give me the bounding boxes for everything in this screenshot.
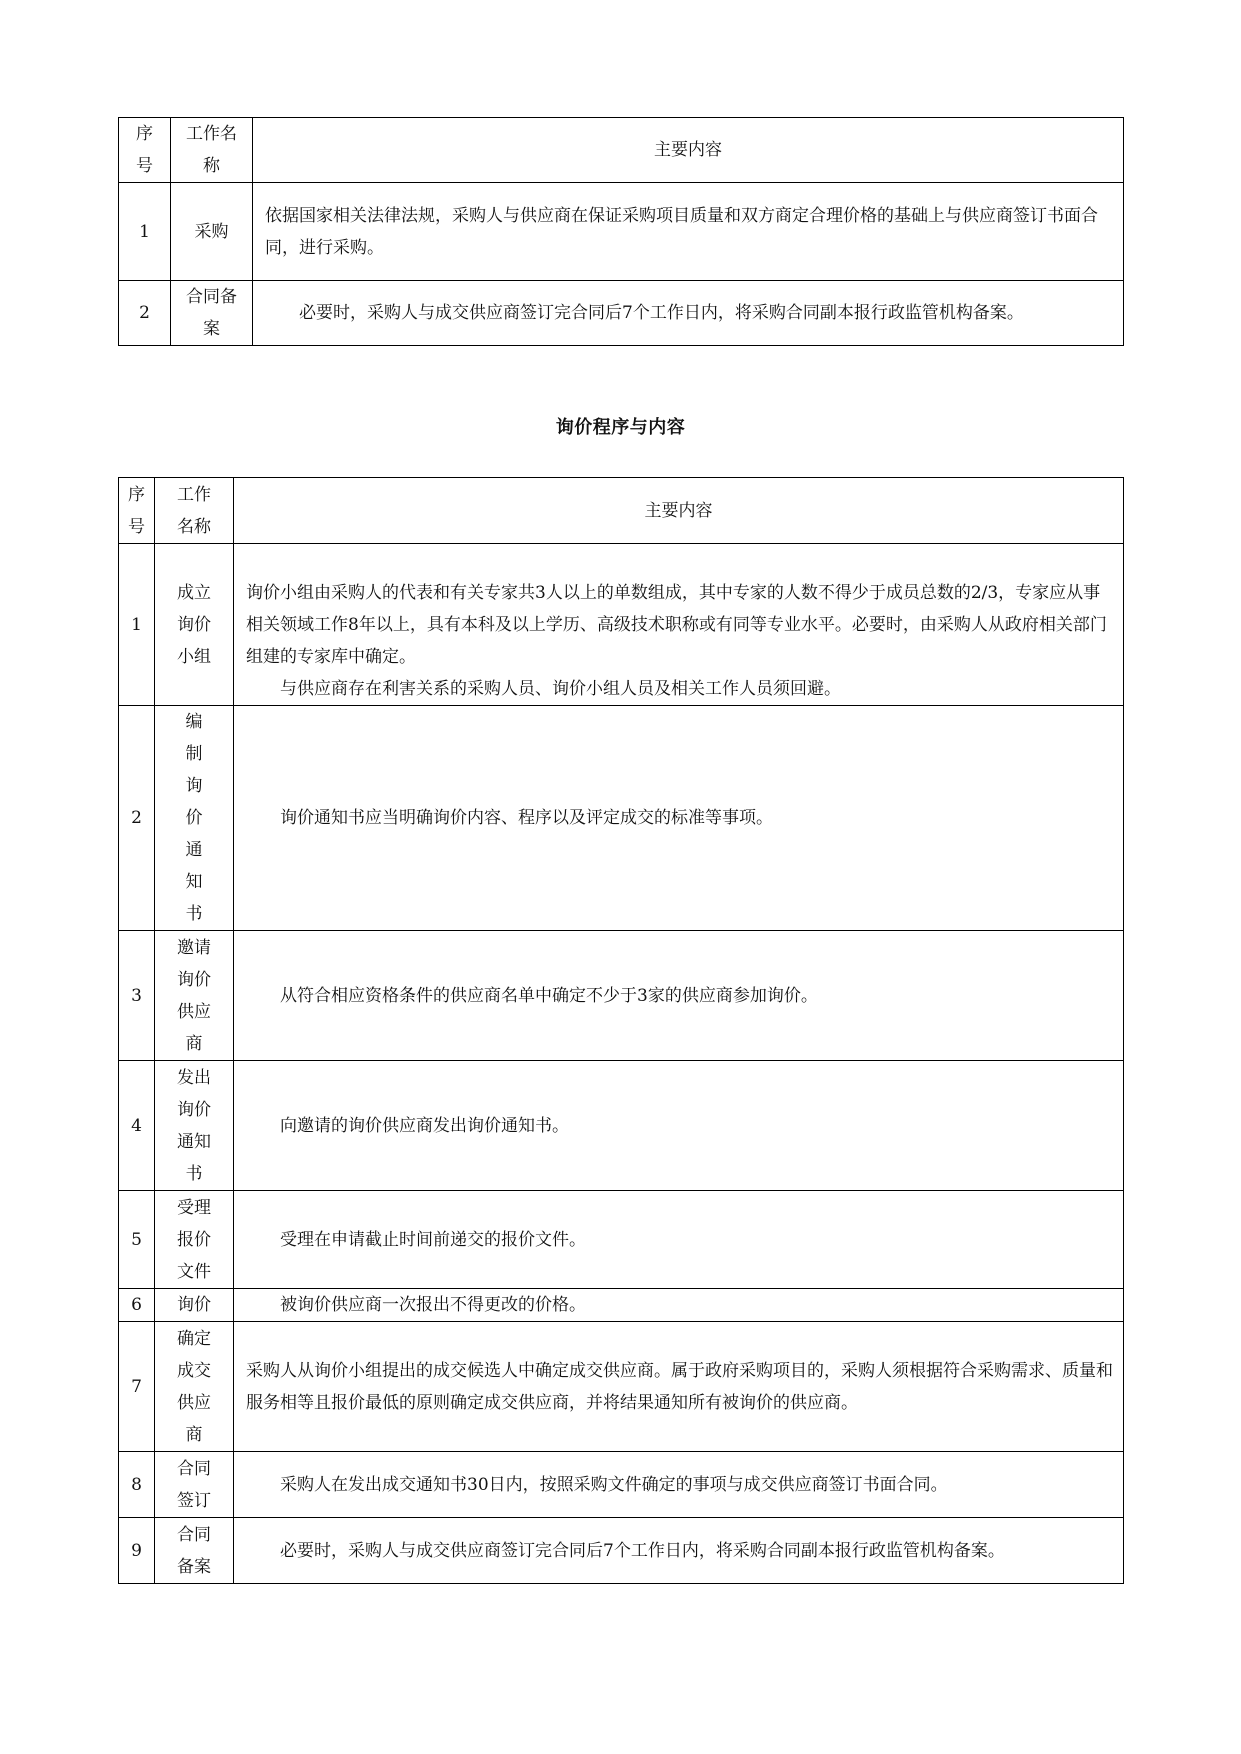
header-name: 工作名称 [171, 118, 253, 183]
inquiry-procedure-table [118, 477, 1124, 1584]
row-name: 成立询价小组 [155, 544, 234, 706]
row-no: 3 [119, 931, 155, 1061]
row-content: 采购人从询价小组提出的成交候选人中确定成交供应商。属于政府采购项目的，采购人须根据符合采购需求、质量和服务相等且报价最低的原则确定成交供应商，并将结果通知所有被询价的供应商。 [234, 1322, 1124, 1452]
row-no: 8 [119, 1452, 155, 1518]
table-row [119, 281, 1124, 346]
table-row [119, 1518, 1124, 1584]
row-content: 受理在申请截止时间前递交的报价文件。 [234, 1191, 1124, 1289]
row-name: 采购 [171, 183, 253, 281]
header-no: 序号 [119, 118, 171, 183]
row-name: 邀请询价供应商 [155, 931, 234, 1061]
row-name: 编制询价通知书 [155, 706, 234, 931]
table-row [119, 544, 1124, 706]
row-name: 合同备案 [155, 1518, 234, 1584]
row-content: 必要时，采购人与成交供应商签订完合同后7个工作日内，将采购合同副本报行政监管机构备案。 [253, 281, 1124, 346]
row-no: 2 [119, 281, 171, 346]
table-header-row [119, 478, 1124, 544]
row-content: 被询价供应商一次报出不得更改的价格。 [234, 1289, 1124, 1322]
row-no: 1 [119, 183, 171, 281]
row-no: 1 [119, 544, 155, 706]
header-content: 主要内容 [234, 478, 1124, 544]
table-row [119, 1289, 1124, 1322]
row-name: 确定成交供应商 [155, 1322, 234, 1452]
row-content: 从符合相应资格条件的供应商名单中确定不少于3家的供应商参加询价。 [234, 931, 1124, 1061]
header-content: 主要内容 [253, 118, 1124, 183]
row-content: 采购人在发出成交通知书30日内，按照采购文件确定的事项与成交供应商签订书面合同。 [234, 1452, 1124, 1518]
row-no: 4 [119, 1061, 155, 1191]
row-name: 发出询价通知书 [155, 1061, 234, 1191]
row-name: 受理报价文件 [155, 1191, 234, 1289]
row-content: 询价小组由采购人的代表和有关专家共3人以上的单数组成，其中专家的人数不得少于成员总数的2/3，专家应从事相关领域工作8年以上，具有本科及以上学历、高级技术职称或有同等专业水平。必要时，由采购人从政府相关部门组建的专家库中确定。 与供应商存在利害关系的采购人员、询价小组人员及相关工作人员须回避。 [234, 544, 1124, 706]
row-name: 合同签订 [155, 1452, 234, 1518]
row-no: 7 [119, 1322, 155, 1452]
table-row [119, 706, 1124, 931]
header-no: 序号 [119, 478, 155, 544]
row-no: 6 [119, 1289, 155, 1322]
table-row [119, 1452, 1124, 1518]
section-title: 询价程序与内容 [555, 417, 686, 438]
row-content: 询价通知书应当明确询价内容、程序以及评定成交的标准等事项。 [234, 706, 1124, 931]
row-name: 询价 [155, 1289, 234, 1322]
row-content: 依据国家相关法律法规，采购人与供应商在保证采购项目质量和双方商定合理价格的基础上与供应商签订书面合同，进行采购。 [253, 183, 1124, 281]
procurement-table [118, 117, 1124, 346]
row-no: 5 [119, 1191, 155, 1289]
table-row [119, 931, 1124, 1061]
table-row [119, 183, 1124, 281]
table-header-row [119, 118, 1124, 183]
table-row [119, 1061, 1124, 1191]
row-content: 必要时，采购人与成交供应商签订完合同后7个工作日内，将采购合同副本报行政监管机构备案。 [234, 1518, 1124, 1584]
table-row [119, 1191, 1124, 1289]
row-no: 9 [119, 1518, 155, 1584]
row-no: 2 [119, 706, 155, 931]
header-name: 工作名称 [155, 478, 234, 544]
table-row [119, 1322, 1124, 1452]
row-name: 合同备案 [171, 281, 253, 346]
row-content: 向邀请的询价供应商发出询价通知书。 [234, 1061, 1124, 1191]
